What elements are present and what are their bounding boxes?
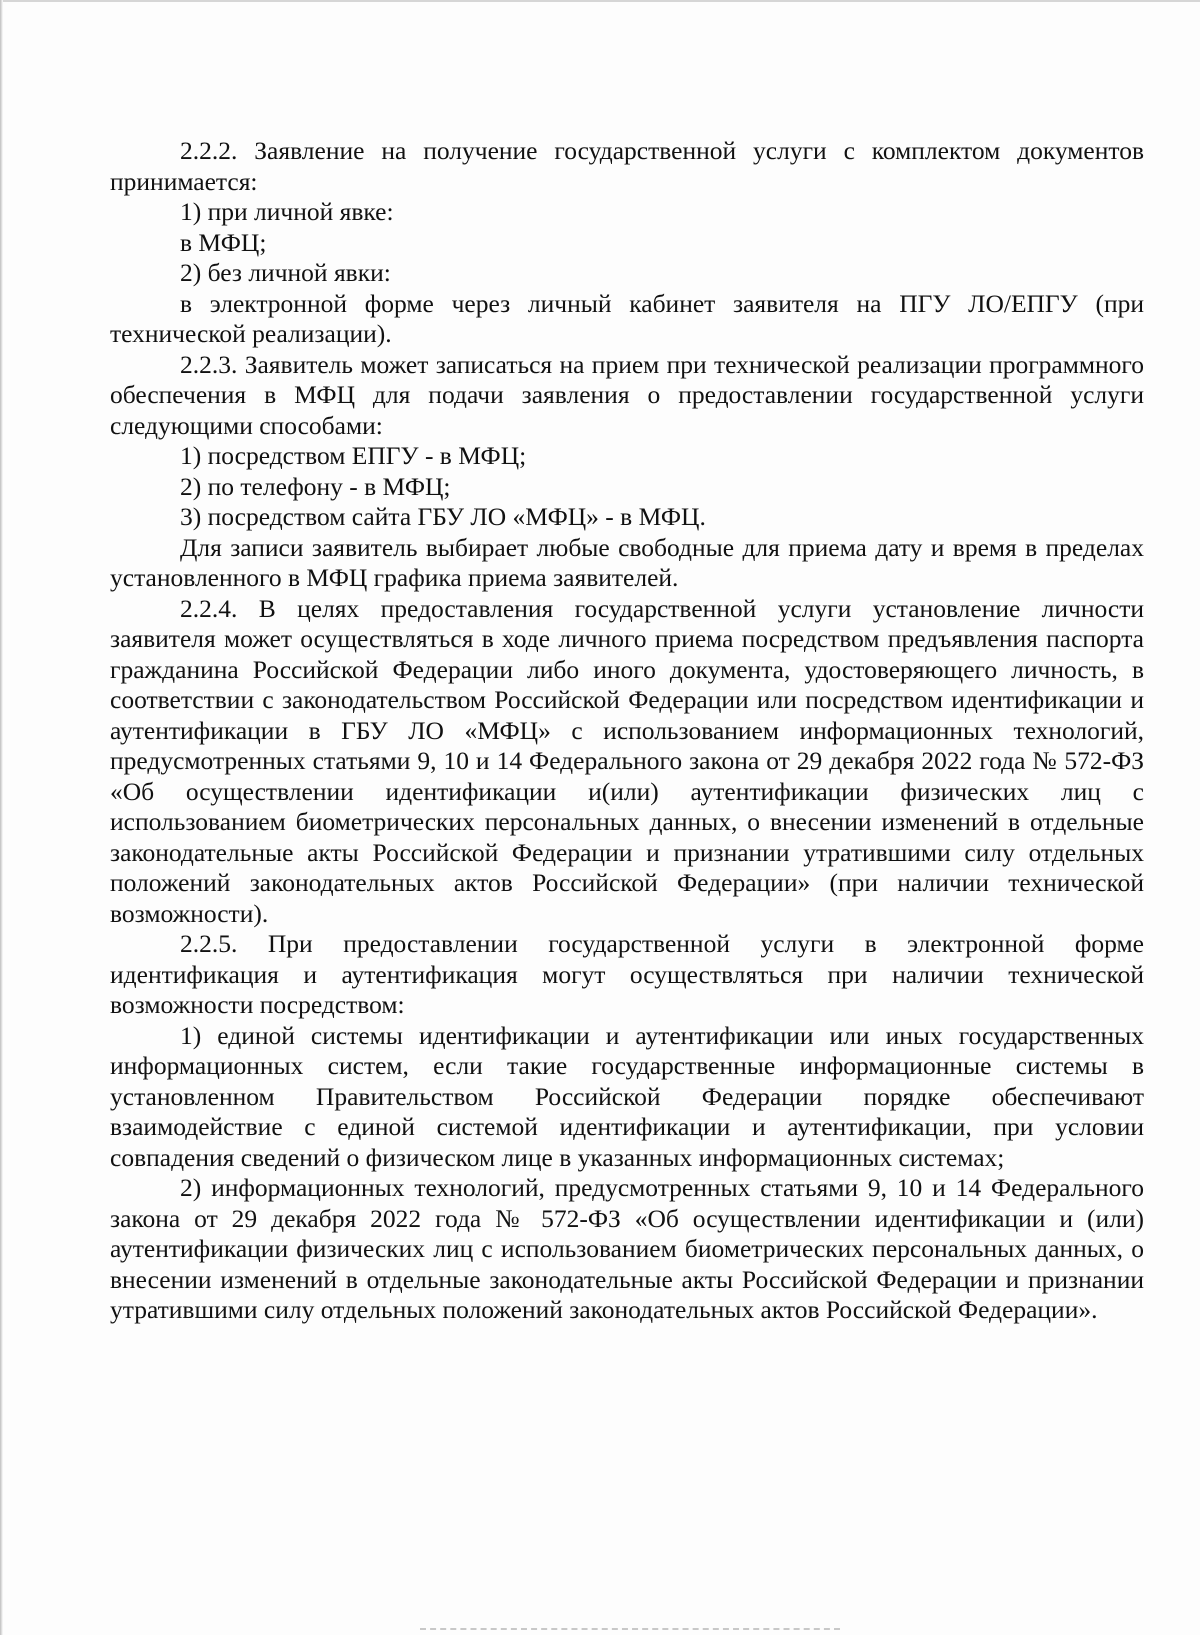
- paragraph-esia: 1) единой системы идентификации и аутентификации или иных государственных информационных систем, если такие государственные информационные системы в установленном Правительством Российской Федерации порядке обеспечивают взаимодействие с единой системой идентификации и аутентификации, при условии совпадения сведений о физическом лице в указанных информационных системах;: [110, 1020, 1144, 1172]
- list-item-website: 3) посредством сайта ГБУ ЛО «МФЦ» - в МФЦ.: [180, 502, 706, 531]
- list-item-mfc: в МФЦ;: [180, 227, 267, 257]
- paragraph-electronic-form: в электронной форме через личный кабинет заявителя на ПГУ ЛО/ЕПГУ (при технической реализации).: [110, 288, 1144, 348]
- scan-edge-top: [0, 0, 1200, 2]
- paragraph-2-2-4: 2.2.4. В целях предоставления государственной услуги установление личности заявителя может осуществляться в ходе личного приема посредством предъявления паспорта гражданина Российской Федерации либо иного документа, удостоверяющего личность, в соответствии с законодательством Российской Федерации или посредством идентификации и аутентификации в ГБУ ЛО «МФЦ» с использованием информационных технологий, предусмотренных статьями 9, 10 и 14 Федерального закона от 29 декабря 2022 года № 572-ФЗ «Об осуществлении идентификации и(или) аутентификации физических лиц с использованием биометрических персональных данных, о внесении изменений в отдельные законодательные акты Российской Федерации и признании утратившими силу отдельных положений законодательных актов Российской Федерации» (при наличии технической возможности).: [110, 593, 1144, 928]
- list-item-in-person: 1) при личной явке:: [180, 197, 394, 226]
- paragraph-2-2-2: 2.2.2. Заявление на получение государственной услуги с комплектом документов принимается:: [110, 136, 1144, 196]
- paragraph-appointment: Для записи заявитель выбирает любые свободные для приема дату и время в пределах установленного в МФЦ графика приема заявителей.: [110, 532, 1144, 592]
- document-body: [110, 136, 1144, 1326]
- list-item-remote: 2) без личной явки:: [180, 258, 391, 287]
- paragraph-biometrics: 2) информационных технологий, предусмотренных статьями 9, 10 и 14 Федерального закона от 29 декабря 2022 года № 572-ФЗ «Об осуществлении идентификации и (или) аутентификации физических лиц с использованием биометрических персональных данных, о внесении изменений в отдельные законодательные акты Российской Федерации и признании утратившими силу отдельных положений законодательных актов Российской Федерации».: [110, 1173, 1144, 1324]
- paragraph-2-2-3: 2.2.3. Заявитель может записаться на прием при технической реализации программного обеспечения в МФЦ для подачи заявления о предоставлении государственной услуги следующими способами:: [110, 349, 1144, 440]
- list-item-phone: 2) по телефону - в МФЦ;: [180, 471, 451, 501]
- scan-edge-bottom: [420, 1628, 840, 1632]
- paragraph-2-2-5: 2.2.5. При предоставлении государственной услуги в электронной форме идентификация и аутентификация могут осуществляться при наличии технической возможности посредством:: [110, 929, 1144, 1019]
- scan-edge-left: [0, 0, 3, 1635]
- list-item-epgu: 1) посредством ЕПГУ - в МФЦ;: [180, 441, 527, 470]
